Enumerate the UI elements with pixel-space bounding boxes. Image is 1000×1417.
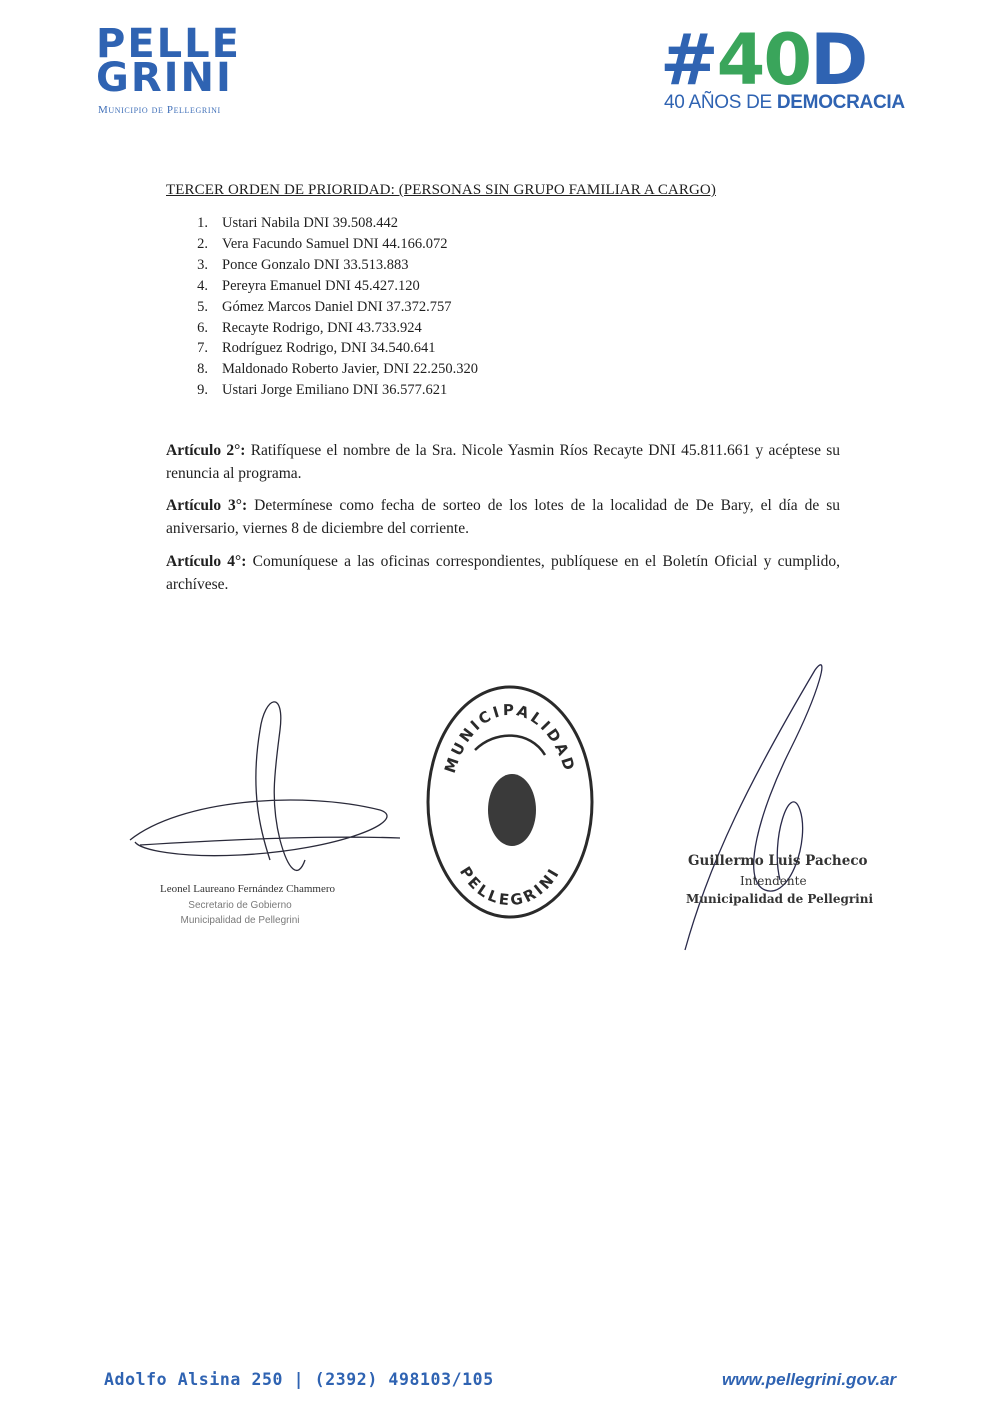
list-item-number: 8. xyxy=(197,361,208,378)
list-item xyxy=(190,359,478,380)
democracia-logo-mark xyxy=(660,19,867,101)
article-3 xyxy=(166,494,840,540)
section-heading: TERCER ORDEN DE PRIORIDAD: (PERSONAS SIN GRUPO FAMILIAR A CARGO) xyxy=(166,182,716,198)
list-item-text: Recayte Rodrigo, DNI 43.733.924 xyxy=(222,319,422,336)
priority-list xyxy=(190,213,478,401)
logo-letter: D xyxy=(810,19,867,101)
list-item-number: 4. xyxy=(197,277,208,294)
article-2-label: Artículo 2°: xyxy=(166,442,246,459)
list-item xyxy=(190,276,478,297)
list-item xyxy=(190,338,478,359)
signature-left-org: Municipalidad de Pellegrini xyxy=(180,915,300,926)
stamp-text-top: MUNICIPALIDAD xyxy=(440,700,580,776)
list-item-number: 5. xyxy=(197,298,208,315)
list-item-text: Pereyra Emanuel DNI 45.427.120 xyxy=(222,277,420,294)
list-item-text: Ustari Jorge Emiliano DNI 36.577.621 xyxy=(222,382,448,399)
signature-left-scribble xyxy=(120,690,410,880)
list-item-number: 7. xyxy=(197,340,208,357)
signature-left-role: Secretario de Gobierno xyxy=(188,900,292,911)
list-item-number: 6. xyxy=(197,319,208,336)
footer-address: Adolfo Alsina 250 | (2392) 498103/105 xyxy=(104,1370,494,1389)
stamp-text-bottom: PELLEGRINI xyxy=(455,863,564,910)
municipal-seal-stamp xyxy=(420,680,600,925)
article-3-label: Artículo 3°: xyxy=(166,497,248,514)
logo-number: 40 xyxy=(716,19,811,101)
logo-subtitle: Municipio de Pellegrini xyxy=(98,104,221,116)
signature-right-role: Intendente xyxy=(740,874,807,888)
democracia-subtitle-bold: DEMOCRACIA xyxy=(776,92,905,113)
signature-right-name: Guillermo Luis Pacheco xyxy=(688,853,868,869)
list-item-number: 3. xyxy=(197,256,208,273)
list-item xyxy=(190,213,478,234)
footer-website-link[interactable]: www.pellegrini.gov.ar xyxy=(722,1370,897,1389)
logo-hash: # xyxy=(660,19,717,101)
list-item-number: 9. xyxy=(197,382,208,399)
article-2 xyxy=(166,439,840,485)
signature-right-org: Municipalidad de Pellegrini xyxy=(686,892,874,906)
list-item xyxy=(190,297,478,318)
democracia-subtitle-prefix: 40 AÑOS DE xyxy=(664,92,772,113)
list-item xyxy=(190,255,478,276)
svg-text:MUNICIPALIDAD xyxy=(441,701,579,775)
list-item xyxy=(190,234,478,255)
list-item-number: 2. xyxy=(197,235,208,252)
list-item-text: Vera Facundo Samuel DNI 44.166.072 xyxy=(222,235,448,252)
signature-right-scribble xyxy=(670,660,840,960)
logo-word-line2: GRINI xyxy=(96,55,233,101)
article-4-label: Artículo 4°: xyxy=(166,553,247,570)
article-4 xyxy=(166,550,840,596)
logo-word-line1: PELLE xyxy=(96,21,241,67)
democracia-subtitle xyxy=(664,92,905,114)
article-3-text: Determínese como fecha de sorteo de los lotes de la localidad de De Bary, el día de su aniversario, viernes 8 de diciembre del corriente. xyxy=(166,497,840,537)
signature-left-name: Leonel Laureano Fernández Chammero xyxy=(160,883,336,895)
list-item xyxy=(190,318,478,339)
democracia-logo xyxy=(660,19,905,124)
article-2-text: Ratifíquese el nombre de la Sra. Nicole Yasmin Ríos Recayte DNI 45.811.661 y acéptese su renuncia al programa. xyxy=(166,442,840,482)
list-item-text: Rodríguez Rodrigo, DNI 34.540.641 xyxy=(222,340,436,357)
list-item-text: Ustari Nabila DNI 39.508.442 xyxy=(222,215,398,231)
municipio-logo xyxy=(96,21,296,122)
article-4-text: Comuníquese a las oficinas correspondientes, publíquese en el Boletín Oficial y cumplido, archívese. xyxy=(166,553,840,593)
list-item-text: Maldonado Roberto Javier, DNI 22.250.320 xyxy=(222,361,478,378)
list-item xyxy=(190,380,478,401)
list-item-number: 1. xyxy=(197,215,208,231)
list-item-text: Ponce Gonzalo DNI 33.513.883 xyxy=(222,256,409,273)
list-item-text: Gómez Marcos Daniel DNI 37.372.757 xyxy=(222,298,452,315)
